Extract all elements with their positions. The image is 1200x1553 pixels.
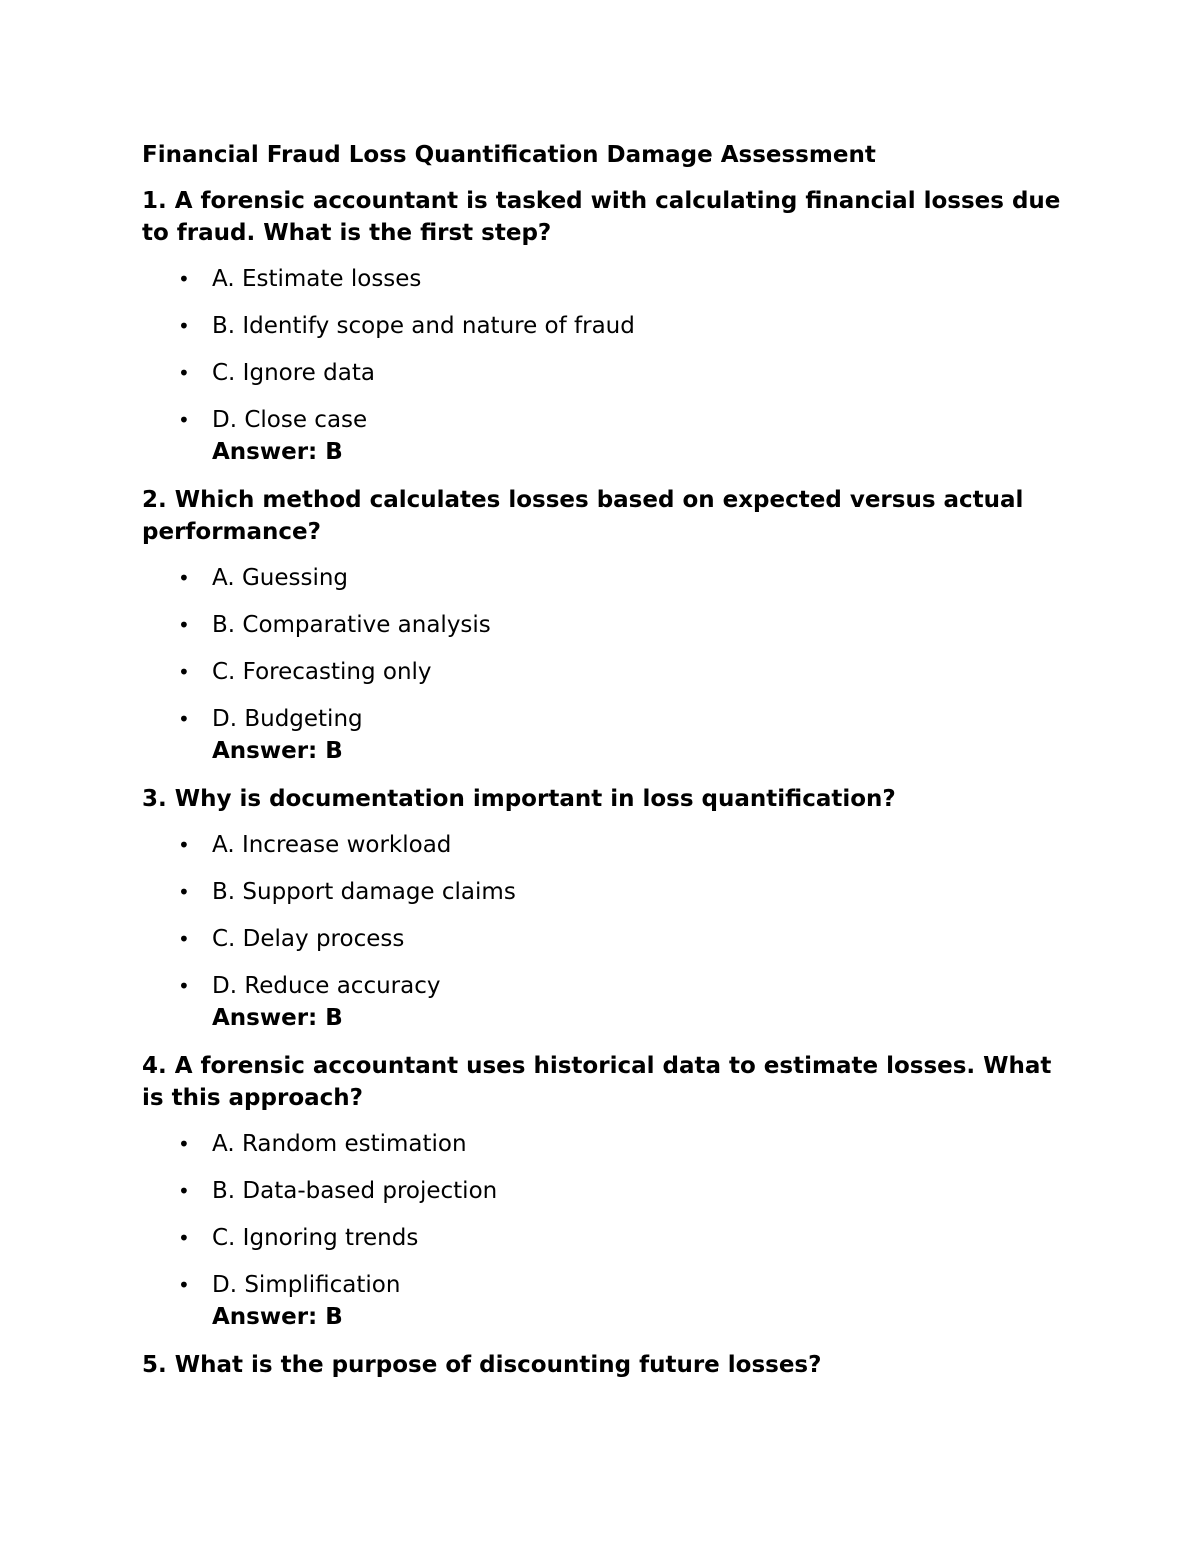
bullet-icon: • <box>178 927 190 951</box>
bullet-icon: • <box>178 267 190 291</box>
option-item <box>142 923 1062 955</box>
question-2 <box>142 484 1062 767</box>
option-item <box>142 404 1062 436</box>
option-label: A. Random estimation <box>212 1131 467 1157</box>
option-label: C. Ignore data <box>212 360 375 386</box>
option-list <box>142 263 1062 436</box>
bullet-icon: • <box>178 880 190 904</box>
option-item <box>142 357 1062 389</box>
bullet-icon: • <box>178 566 190 590</box>
option-label: B. Support damage claims <box>212 879 516 905</box>
bullet-icon: • <box>178 408 190 432</box>
answer-line: Answer: B <box>212 738 343 764</box>
document-page <box>142 139 1062 1397</box>
bullet-icon: • <box>178 314 190 338</box>
option-list <box>142 1128 1062 1301</box>
bullet-icon: • <box>178 1273 190 1297</box>
option-item <box>142 656 1062 688</box>
bullet-icon: • <box>178 974 190 998</box>
answer-line: Answer: B <box>212 1304 343 1330</box>
question-5 <box>142 1349 1062 1381</box>
bullet-icon: • <box>178 1132 190 1156</box>
question-text: 4. A forensic accountant uses historical data to estimate losses. What is this approach? <box>142 1053 1052 1111</box>
bullet-icon: • <box>178 707 190 731</box>
question-3 <box>142 783 1062 1034</box>
answer-line: Answer: B <box>212 1005 343 1031</box>
bullet-icon: • <box>178 1179 190 1203</box>
bullet-icon: • <box>178 660 190 684</box>
option-label: A. Guessing <box>212 565 349 591</box>
option-list <box>142 829 1062 1002</box>
option-item <box>142 562 1062 594</box>
option-label: D. Reduce accuracy <box>212 973 441 999</box>
option-label: C. Ignoring trends <box>212 1225 419 1251</box>
option-item <box>142 703 1062 735</box>
option-label: D. Close case <box>212 407 368 433</box>
option-label: C. Forecasting only <box>212 659 432 685</box>
option-label: A. Increase workload <box>212 832 452 858</box>
option-label: C. Delay process <box>212 926 405 952</box>
answer-line: Answer: B <box>212 439 343 465</box>
question-text: 5. What is the purpose of discounting future losses? <box>142 1352 822 1378</box>
option-item <box>142 1222 1062 1254</box>
question-text: 2. Which method calculates losses based on expected versus actual performance? <box>142 487 1024 545</box>
question-text: 3. Why is documentation important in loss quantification? <box>142 786 896 812</box>
option-item <box>142 970 1062 1002</box>
bullet-icon: • <box>178 833 190 857</box>
option-label: D. Simplification <box>212 1272 401 1298</box>
bullet-icon: • <box>178 1226 190 1250</box>
option-list <box>142 562 1062 735</box>
option-item <box>142 876 1062 908</box>
bullet-icon: • <box>178 613 190 637</box>
bullet-icon: • <box>178 361 190 385</box>
option-item <box>142 1269 1062 1301</box>
option-label: B. Identify scope and nature of fraud <box>212 313 635 339</box>
document-title: Financial Fraud Loss Quantification Damage Assessment <box>142 142 876 168</box>
question-text: 1. A forensic accountant is tasked with calculating financial losses due to fraud. What is the first step? <box>142 188 1061 246</box>
question-1 <box>142 185 1062 468</box>
option-item <box>142 263 1062 295</box>
option-item <box>142 829 1062 861</box>
option-label: B. Data-based projection <box>212 1178 498 1204</box>
option-item <box>142 1175 1062 1207</box>
option-label: D. Budgeting <box>212 706 363 732</box>
question-4 <box>142 1050 1062 1333</box>
option-label: B. Comparative analysis <box>212 612 491 638</box>
option-label: A. Estimate losses <box>212 266 422 292</box>
option-item <box>142 1128 1062 1160</box>
option-item <box>142 310 1062 342</box>
option-item <box>142 609 1062 641</box>
